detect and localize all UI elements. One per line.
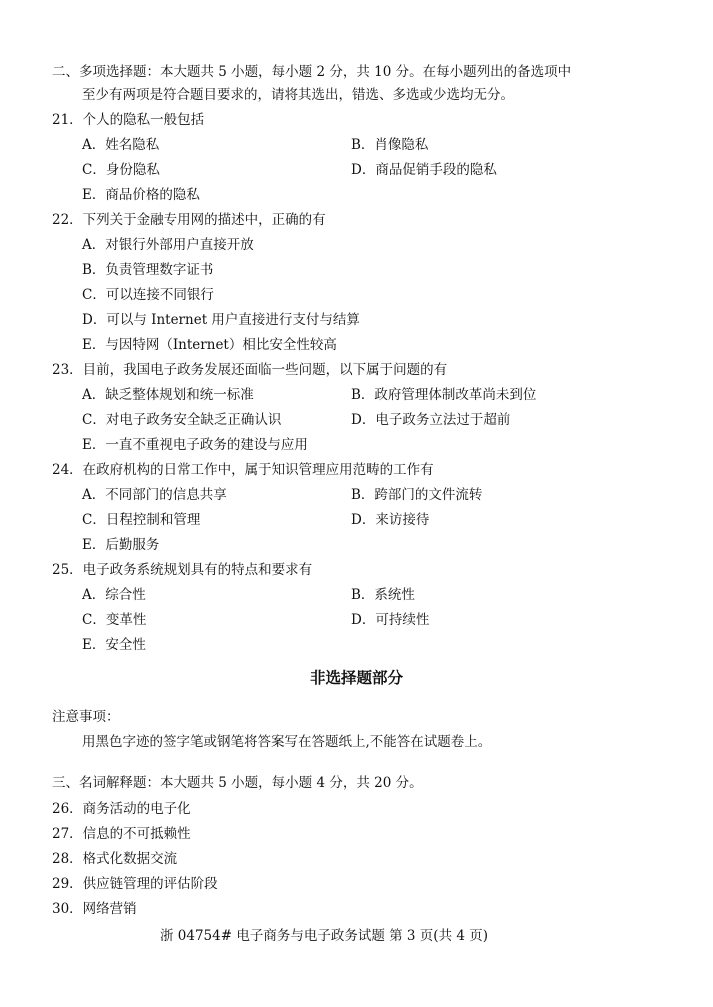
question-24-option-d: D．来访接待 (351, 512, 430, 528)
question-21-option-c: C．身份隐私 (82, 162, 160, 178)
question-24-stem: 24．在政府机构的日常工作中，属于知识管理应用范畴的工作有 (52, 462, 434, 478)
question-23-option-d: D．电子政务立法过于超前 (351, 412, 511, 428)
question-22-option-a: A．对银行外部用户直接开放 (82, 237, 254, 253)
section3-item-26: 26．商务活动的电子化 (52, 801, 191, 817)
section2-title-line2: 至少有两项是符合题目要求的，请将其选出，错选、多选或少选均无分。 (82, 87, 514, 103)
question-22-option-d: D．可以与 Internet 用户直接进行支付与结算 (82, 312, 360, 328)
notice-label: 注意事项： (52, 709, 120, 725)
question-21-option-a: A．姓名隐私 (82, 137, 160, 153)
question-21-option-b: B．肖像隐私 (351, 137, 429, 153)
question-25-option-c: C．变革性 (82, 612, 147, 628)
question-23-option-a: A．缺乏整体规划和统一标准 (82, 387, 254, 403)
question-25-stem: 25．电子政务系统规划具有的特点和要求有 (52, 562, 313, 578)
question-25-option-d: D．可持续性 (351, 612, 430, 628)
question-21-option-d: D．商品促销手段的隐私 (351, 162, 497, 178)
section3-title: 三、名词解释题：本大题共 5 小题，每小题 4 分，共 20 分。 (52, 775, 423, 791)
question-24-option-c: C．日程控制和管理 (82, 512, 201, 528)
question-21-option-e: E．商品价格的隐私 (82, 187, 200, 203)
question-23-option-c: C．对电子政务安全缺乏正确认识 (82, 412, 282, 428)
question-22-option-c: C．可以连接不同银行 (82, 287, 214, 303)
notice-text: 用黑色字迹的签字笔或钢笔将答案写在答题纸上,不能答在试题卷上。 (82, 734, 492, 750)
question-22-stem: 22．下列关于金融专用网的描述中，正确的有 (52, 212, 326, 228)
section3-item-30: 30．网络营销 (52, 901, 137, 917)
question-22-option-b: B．负责管理数字证书 (82, 262, 214, 278)
question-24-option-a: A．不同部门的信息共享 (82, 487, 227, 503)
section3-item-27: 27．信息的不可抵赖性 (52, 826, 191, 842)
section3-item-29: 29．供应链管理的评估阶段 (52, 876, 218, 892)
nonchoice-heading: 非选择题部分 (309, 669, 403, 687)
question-22-option-e: E．与因特网（Internet）相比安全性较高 (82, 337, 337, 353)
question-23-option-b: B．政府管理体制改革尚未到位 (351, 387, 537, 403)
section3-item-28: 28．格式化数据交流 (52, 851, 178, 867)
question-23-stem: 23．目前，我国电子政务发展还面临一些问题，以下属于问题的有 (52, 362, 448, 378)
question-25-option-e: E．安全性 (82, 637, 146, 653)
question-25-option-b: B．系统性 (351, 587, 415, 603)
question-23-option-e: E．一直不重视电子政务的建设与应用 (82, 437, 308, 453)
question-24-option-b: B．跨部门的文件流转 (351, 487, 483, 503)
question-24-option-e: E．后勤服务 (82, 537, 160, 553)
page-footer: 浙 04754# 电子商务与电子政务试题 第 3 页(共 4 页) (160, 928, 489, 944)
question-25-option-a: A．综合性 (82, 587, 146, 603)
question-21-stem: 21．个人的隐私一般包括 (52, 112, 205, 128)
section2-title-line1: 二、多项选择题：本大题共 5 小题，每小题 2 分，共 10 分。在每小题列出的备选项中 (52, 64, 572, 80)
